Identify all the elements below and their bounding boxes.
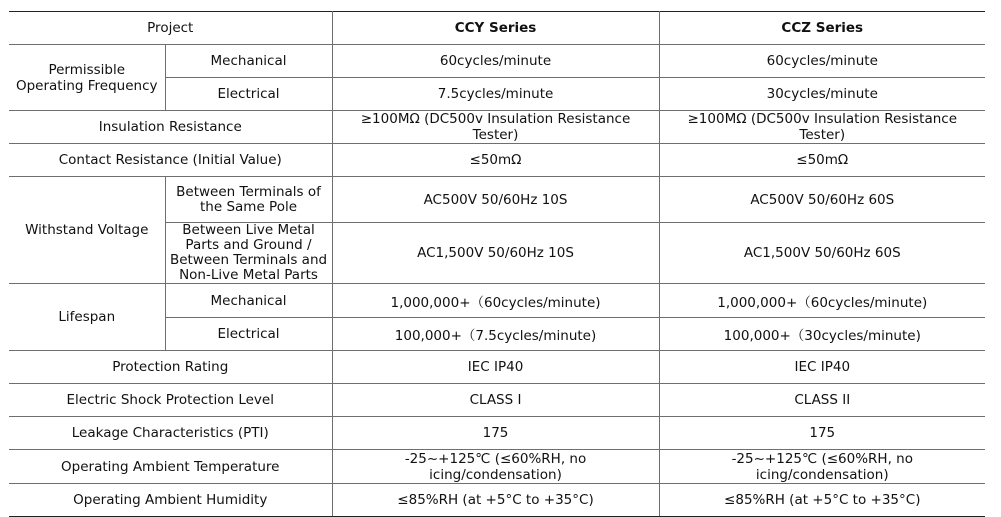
protection-label: Protection Rating (9, 351, 332, 384)
lifespan-mechanical-ccy: 1,000,000+（60cycles/minute) (332, 284, 659, 318)
lifespan-electrical-ccz: 100,000+（30cycles/minute) (659, 318, 985, 351)
leakage-label: Leakage Characteristics (PTI) (9, 417, 332, 450)
withstand-live-ground-label: Between Live Metal Parts and Ground / Between Terminals and Non-Live Metal Parts (165, 223, 332, 284)
humidity-ccz: ≤85%RH (at +5°C to +35°C) (659, 484, 985, 517)
humidity-ccy: ≤85%RH (at +5°C to +35°C) (332, 484, 659, 517)
header-project: Project (9, 12, 332, 45)
freq-electrical-label: Electrical (165, 78, 332, 111)
insulation-ccz: ≥100MΩ (DC500v Insulation Resistance Tester) (659, 111, 985, 144)
leakage-ccz: 175 (659, 417, 985, 450)
header-ccz-series: CCZ Series (659, 12, 985, 45)
withstand-same-pole-label: Between Terminals of the Same Pole (165, 177, 332, 223)
table-row (9, 384, 985, 417)
spec-table (9, 11, 985, 517)
withstand-live-ground-ccz: AC1,500V 50/60Hz 60S (659, 223, 985, 284)
freq-mechanical-ccy: 60cycles/minute (332, 45, 659, 78)
withstand-same-pole-ccz: AC500V 50/60Hz 60S (659, 177, 985, 223)
lifespan-mechanical-label: Mechanical (165, 284, 332, 318)
table-row (9, 351, 985, 384)
withstand-live-ground-ccy: AC1,500V 50/60Hz 10S (332, 223, 659, 284)
withstand-same-pole-ccy: AC500V 50/60Hz 10S (332, 177, 659, 223)
lifespan-electrical-ccy: 100,000+（7.5cycles/minute) (332, 318, 659, 351)
contact-ccz: ≤50mΩ (659, 144, 985, 177)
insulation-ccy: ≥100MΩ (DC500v Insulation Resistance Tester) (332, 111, 659, 144)
shock-label: Electric Shock Protection Level (9, 384, 332, 417)
leakage-ccy: 175 (332, 417, 659, 450)
freq-label: Permissible Operating Frequency (9, 45, 165, 111)
table-row (9, 284, 985, 318)
freq-mechanical-label: Mechanical (165, 45, 332, 78)
header-row (9, 12, 985, 45)
table-row (9, 417, 985, 450)
table-row (9, 177, 985, 223)
table-row (9, 450, 985, 484)
table-row (9, 45, 985, 78)
shock-ccz: CLASS II (659, 384, 985, 417)
freq-electrical-ccy: 7.5cycles/minute (332, 78, 659, 111)
protection-ccz: IEC IP40 (659, 351, 985, 384)
temperature-ccz: -25~+125℃ (≤60%RH, no icing/condensation) (659, 450, 985, 484)
temperature-label: Operating Ambient Temperature (9, 450, 332, 484)
protection-ccy: IEC IP40 (332, 351, 659, 384)
temperature-ccy: -25~+125℃ (≤60%RH, no icing/condensation) (332, 450, 659, 484)
table-row (9, 144, 985, 177)
shock-ccy: CLASS I (332, 384, 659, 417)
lifespan-mechanical-ccz: 1,000,000+（60cycles/minute) (659, 284, 985, 318)
lifespan-electrical-label: Electrical (165, 318, 332, 351)
contact-label: Contact Resistance (Initial Value) (9, 144, 332, 177)
humidity-label: Operating Ambient Humidity (9, 484, 332, 517)
table-row (9, 484, 985, 517)
header-ccy-series: CCY Series (332, 12, 659, 45)
withstand-label: Withstand Voltage (9, 177, 165, 284)
freq-electrical-ccz: 30cycles/minute (659, 78, 985, 111)
table-row (9, 111, 985, 144)
lifespan-label: Lifespan (9, 284, 165, 351)
contact-ccy: ≤50mΩ (332, 144, 659, 177)
insulation-label: Insulation Resistance (9, 111, 332, 144)
freq-mechanical-ccz: 60cycles/minute (659, 45, 985, 78)
